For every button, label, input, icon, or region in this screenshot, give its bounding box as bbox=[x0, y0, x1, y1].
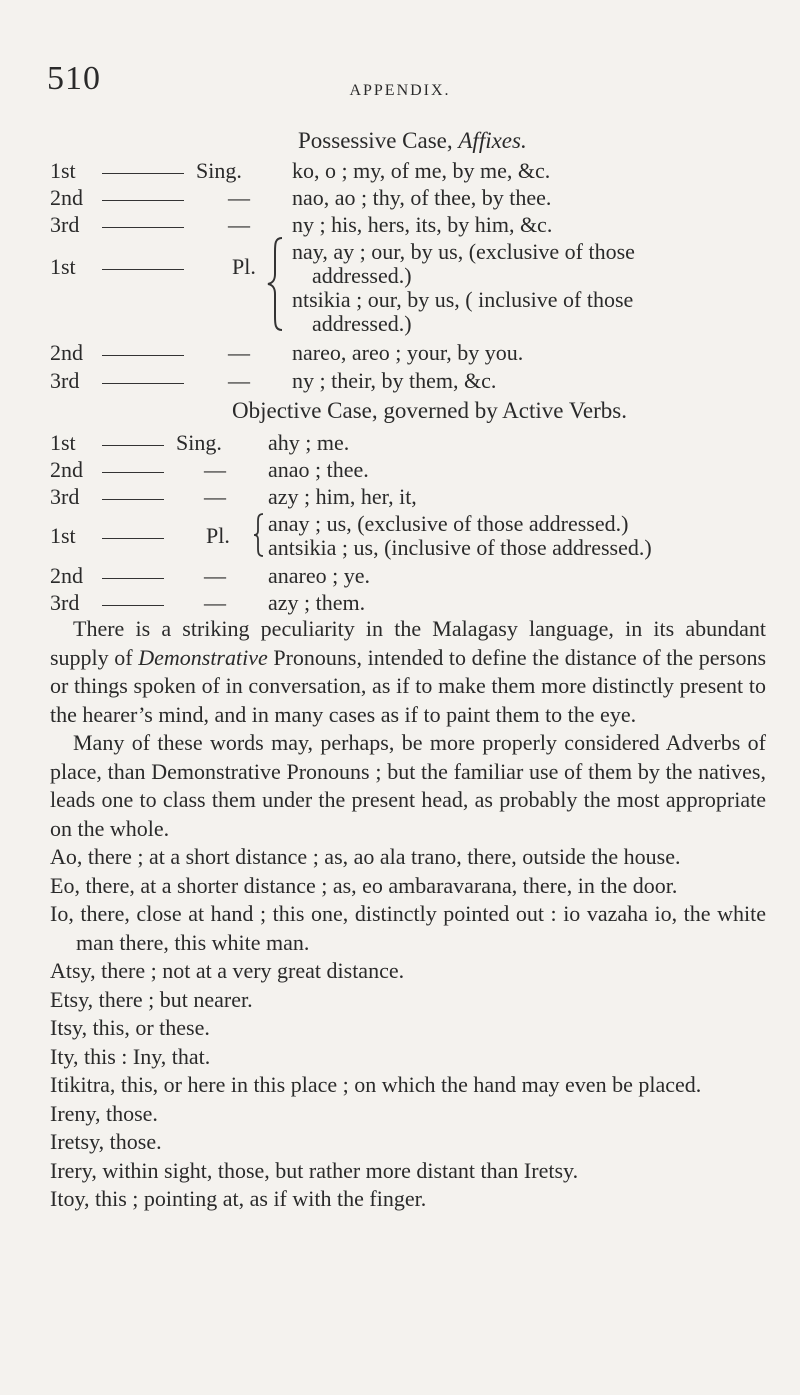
person-label: 3rd bbox=[50, 368, 80, 393]
gloss: azy ; him, her, it, bbox=[268, 484, 417, 509]
entry: Atsy, there ; not at a very great distance. bbox=[50, 958, 405, 983]
number-label: — bbox=[204, 590, 226, 615]
person-label: 3rd bbox=[50, 590, 80, 615]
entry: Itoy, this ; pointing at, as if with the finger. bbox=[50, 1186, 427, 1211]
person-label: 2nd bbox=[50, 563, 83, 588]
rule bbox=[102, 445, 164, 446]
entry: Ireny, those. bbox=[50, 1100, 158, 1126]
person-label: 1st bbox=[50, 430, 76, 455]
rule bbox=[102, 383, 184, 384]
gloss: nao, ao ; thy, of thee, by thee. bbox=[292, 185, 552, 210]
person-label: 2nd bbox=[50, 340, 83, 365]
gloss: ko, o ; my, of me, by me, &c. bbox=[292, 158, 551, 183]
running-head: APPENDIX. bbox=[349, 82, 451, 99]
number-label: Pl. bbox=[232, 254, 256, 279]
entry: Eo, there, at a shorter distance ; as, eo ambaravarana, there, in the door. bbox=[50, 872, 678, 898]
gloss: antsikia ; us, (inclusive of those addressed.) bbox=[268, 535, 652, 560]
objective-heading: Objective Case, governed by Active Verbs. bbox=[232, 398, 627, 423]
gloss: ny ; his, hers, its, by him, &c. bbox=[292, 212, 553, 237]
curly-brace-icon bbox=[266, 236, 286, 332]
rule bbox=[102, 200, 184, 201]
number-label: Sing. bbox=[196, 158, 242, 183]
gloss: ntsikia ; our, by us, ( inclusive of those bbox=[292, 287, 634, 312]
entry: Iretsy, those. bbox=[50, 1129, 162, 1154]
gloss: ny ; their, by them, &c. bbox=[292, 368, 497, 393]
paragraph: There is a striking peculiarity in the Malagasy language, in its abundant supply of Demonstrative Pronouns, intended to define the distance of the persons or things spoken of in conversation, as if to make them more distinctly present to the hearer’s mind, and in many cases as if to paint them to the eye. bbox=[50, 616, 767, 727]
number-label: — bbox=[228, 185, 250, 210]
emphasis: Demonstrative bbox=[138, 644, 268, 670]
entry: Ity, this : Iny, that. bbox=[50, 1043, 211, 1069]
gloss: anao ; thee. bbox=[268, 457, 369, 482]
rule bbox=[102, 355, 184, 356]
rule bbox=[102, 173, 184, 174]
number-label: — bbox=[228, 212, 250, 237]
number-label: — bbox=[204, 484, 226, 509]
gloss: ahy ; me. bbox=[268, 430, 350, 455]
gloss: anay ; us, (exclusive of those addressed.) bbox=[268, 511, 629, 536]
possessive-heading: Possessive Case, Affixes. bbox=[298, 128, 527, 153]
person-label: 1st bbox=[50, 523, 76, 548]
paragraph: Many of these words may, perhaps, be more properly considered Adverbs of place, than Demonstrative Pronouns ; but the familiar use of them by the natives, leads one to class them under the present head, as probably the most appropriate on the whole. bbox=[50, 730, 766, 841]
number-label: — bbox=[228, 340, 250, 365]
entry: Itikitra, this, or here in this place ; on which the hand may even be placed. bbox=[50, 1072, 702, 1097]
possessive-heading-italic: Affixes. bbox=[458, 128, 527, 153]
entry: Io, there, close at hand ; this one, distinctly pointed out : io vazaha io, the white man there, this white man. bbox=[50, 901, 766, 955]
person-label: 2nd bbox=[50, 457, 83, 482]
rule bbox=[102, 269, 184, 270]
rule bbox=[102, 227, 184, 228]
person-label: 1st bbox=[50, 254, 76, 279]
gloss: anareo ; ye. bbox=[268, 563, 370, 588]
gloss: nay, ay ; our, by us, (exclusive of those bbox=[292, 239, 635, 264]
person-label: 3rd bbox=[50, 212, 80, 237]
rule bbox=[102, 499, 164, 500]
gloss: addressed.) bbox=[312, 311, 412, 336]
gloss: addressed.) bbox=[312, 263, 412, 288]
page-number: 510 bbox=[47, 60, 101, 97]
person-label: 3rd bbox=[50, 484, 80, 509]
number-label: — bbox=[228, 368, 250, 393]
entry: Itsy, this, or these. bbox=[50, 1015, 210, 1040]
number-label: Pl. bbox=[206, 523, 230, 548]
person-label: 1st bbox=[50, 158, 76, 183]
entry: Irery, within sight, those, but rather more distant than Iretsy. bbox=[50, 1157, 579, 1183]
number-label: Sing. bbox=[176, 430, 222, 455]
gloss: nareo, areo ; your, by you. bbox=[292, 340, 524, 365]
person-label: 2nd bbox=[50, 185, 83, 210]
number-label: — bbox=[204, 563, 226, 588]
gloss: azy ; them. bbox=[268, 590, 366, 615]
curly-brace-icon bbox=[252, 512, 266, 558]
rule bbox=[102, 472, 164, 473]
rule bbox=[102, 578, 164, 579]
entry: Ao, there ; at a short distance ; as, ao ala trano, there, outside the house. bbox=[50, 844, 681, 869]
entry: Etsy, there ; but nearer. bbox=[50, 986, 253, 1012]
body-text bbox=[50, 615, 766, 1214]
rule bbox=[102, 605, 164, 606]
number-label: — bbox=[204, 457, 226, 482]
rule bbox=[102, 538, 164, 539]
